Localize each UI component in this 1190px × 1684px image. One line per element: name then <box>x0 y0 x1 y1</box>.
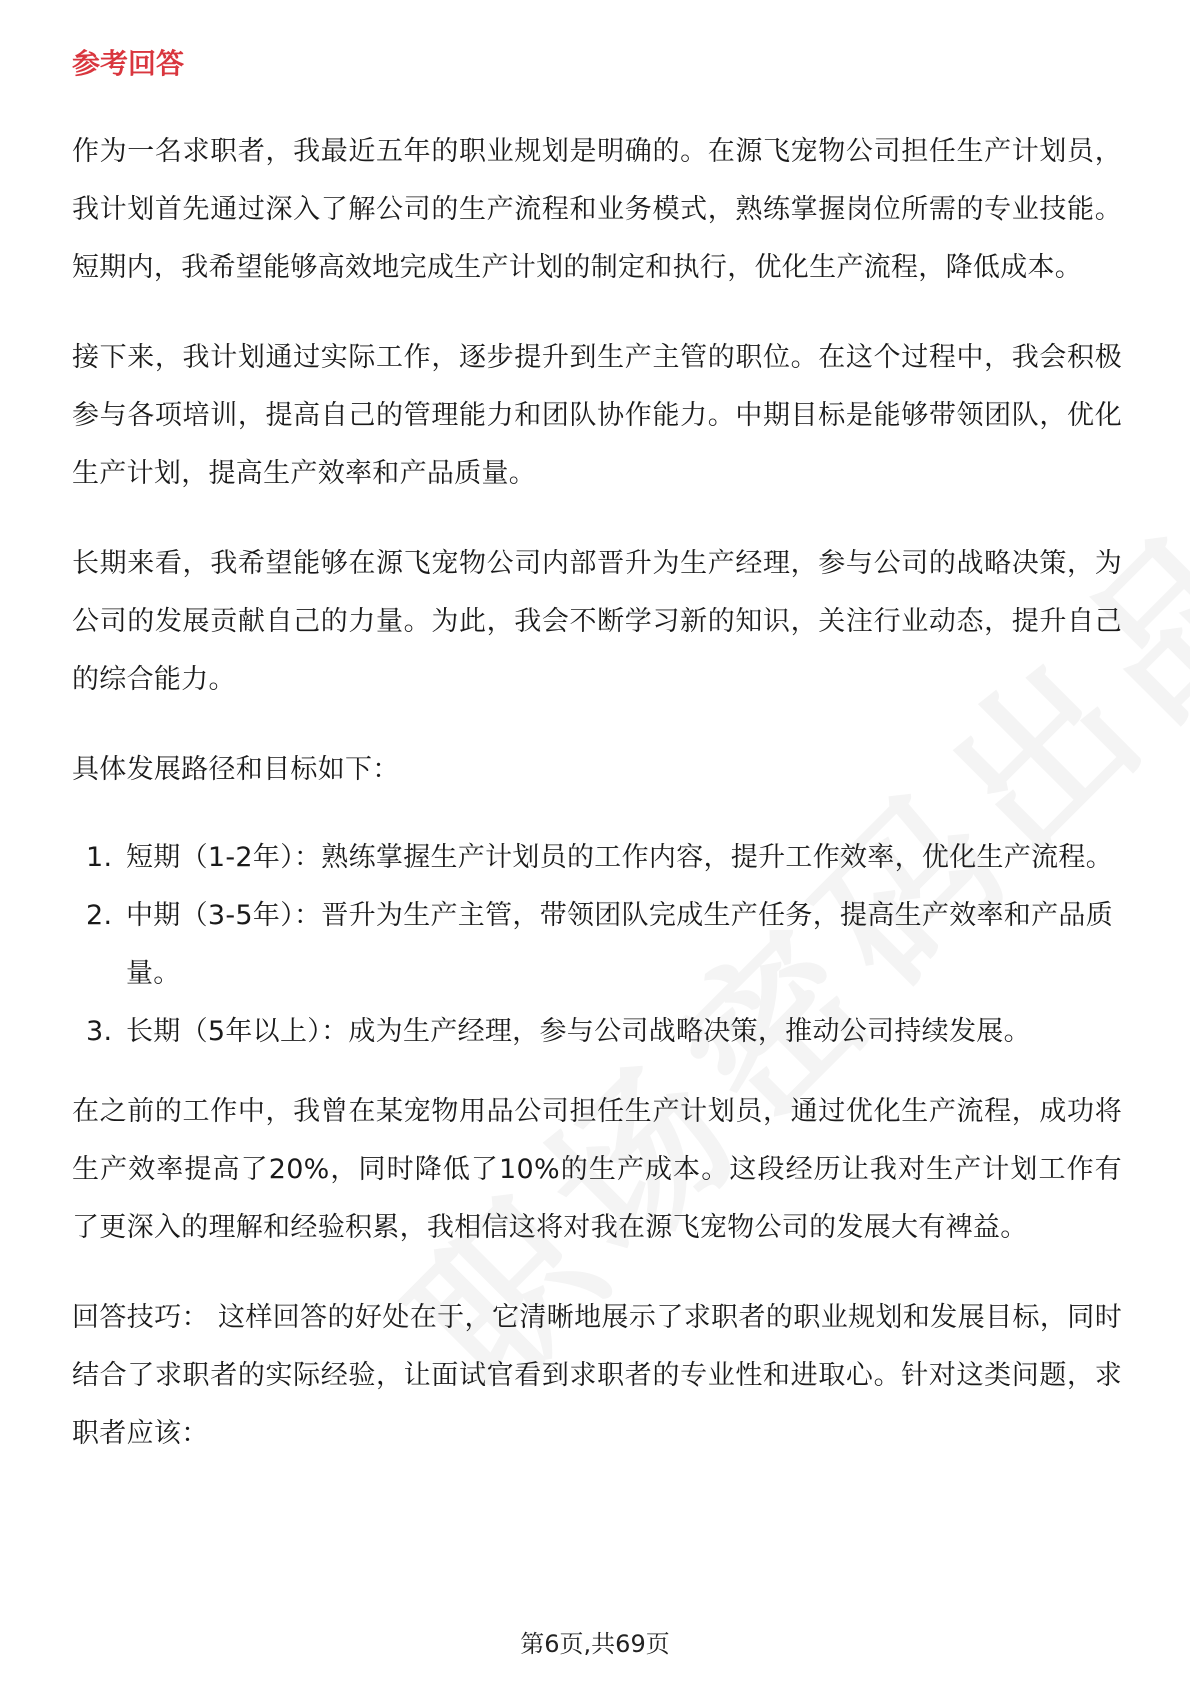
list-item-number: 3. <box>86 1016 113 1048</box>
document-page <box>72 44 1122 1495</box>
paragraph-intro: 作为一名求职者，我最近五年的职业规划是明确的。在源飞宠物公司担任生产计划员，我计划首先通过深入了解公司的生产流程和业务模式，熟练掌握岗位所需的专业技能。短期内，我希望能够高效地完成生产计划的制定和执行，优化生产流程，降低成本。 <box>72 136 1122 284</box>
section-title: 参考回答 <box>72 47 185 80</box>
list-item <box>72 829 1122 887</box>
list-item-number: 2. <box>86 900 113 932</box>
list-item-text: 长期（5年以上）：成为生产经理，参与公司战略决策，推动公司持续发展。 <box>126 1016 1031 1048</box>
paragraph-path-heading: 具体发展路径和目标如下： <box>72 754 400 786</box>
page-number: 第6页,共69页 <box>520 1630 670 1658</box>
paragraph-mid-term: 接下来，我计划通过实际工作，逐步提升到生产主管的职位。在这个过程中，我会积极参与各项培训，提高自己的管理能力和团队协作能力。中期目标是能够带领团队，优化生产计划，提高生产效率和产品质量。 <box>72 342 1122 490</box>
paragraph-long-term: 长期来看，我希望能够在源飞宠物公司内部晋升为生产经理，参与公司的战略决策，为公司的发展贡献自己的力量。为此，我会不断学习新的知识，关注行业动态，提升自己的综合能力。 <box>72 548 1122 696</box>
list-item-text: 短期（1-2年）：熟练掌握生产计划员的工作内容，提升工作效率，优化生产流程。 <box>126 842 1113 874</box>
development-steps-list <box>72 829 1122 1061</box>
paragraph-experience: 在之前的工作中，我曾在某宠物用品公司担任生产计划员，通过优化生产流程，成功将生产效率提高了20%，同时降低了10%的生产成本。这段经历让我对生产计划工作有了更深入的理解和经验积累，我相信这将对我在源飞宠物公司的发展大有裨益。 <box>72 1096 1122 1244</box>
list-item <box>72 1003 1122 1061</box>
paragraph-tips: 回答技巧： 这样回答的好处在于，它清晰地展示了求职者的职业规划和发展目标，同时结合了求职者的实际经验，让面试官看到求职者的专业性和进取心。针对这类问题，求职者应该： <box>72 1302 1122 1450</box>
list-item-number: 1. <box>86 842 113 874</box>
list-item-text: 中期（3-5年）：晋升为生产主管，带领团队完成生产任务，提高生产效率和产品质量。 <box>126 900 1113 990</box>
list-item <box>72 887 1122 1003</box>
